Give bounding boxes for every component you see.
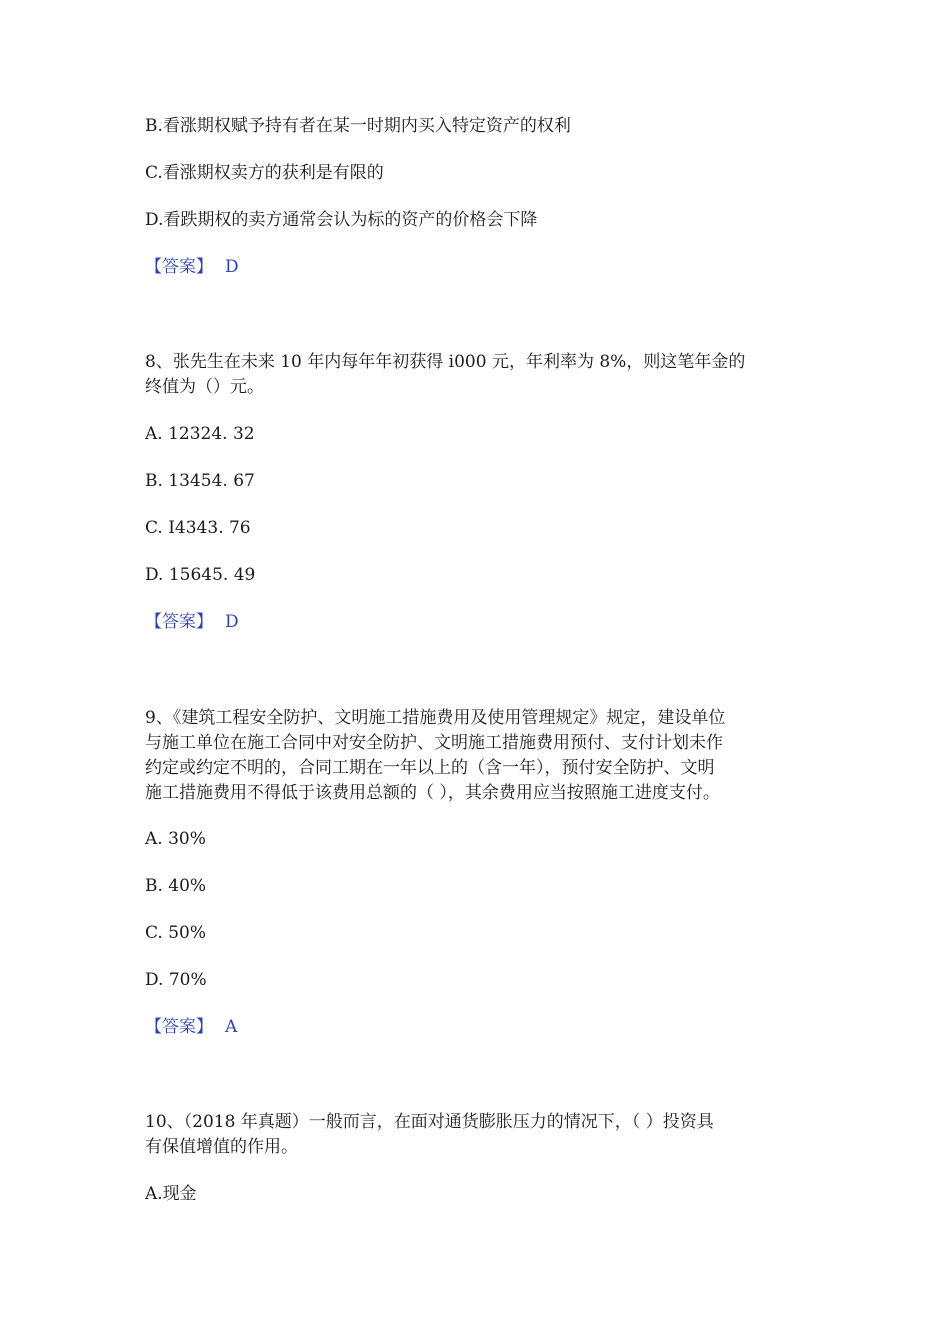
answer-label: 【答案】: [145, 257, 213, 277]
answer-label: 【答案】: [145, 612, 213, 632]
q9-answer: [145, 1015, 237, 1039]
answer-label: 【答案】: [145, 1017, 213, 1037]
q9-stem-line-2: 与施工单位在施工合同中对安全防护、文明施工措施费用预付、支付计划未作: [145, 733, 723, 753]
q9-stem-line-3: 约定或约定不明的，合同工期在一年以上的（含一年），预付安全防护、文明: [145, 758, 715, 778]
q9-option-c: C. 50%: [145, 923, 206, 943]
q9-option-a: A. 30%: [145, 829, 206, 849]
answer-value: D: [225, 257, 239, 277]
answer-value: A: [225, 1017, 238, 1037]
q7-option-b: B.看涨期权赋予持有者在某一时期内买入特定资产的权利: [145, 116, 571, 136]
q8-option-c: C. I4343. 76: [145, 518, 251, 538]
q8-answer: [145, 610, 239, 634]
q8-stem-line-2: 终值为（）元。: [145, 377, 264, 397]
q8-option-a: A. 12324. 32: [145, 424, 255, 444]
answer-value: D: [225, 612, 239, 632]
q8-option-b: B. 13454. 67: [145, 471, 255, 491]
q9-option-d: D. 70%: [145, 970, 207, 990]
q9-stem-line-1: 9、《建筑工程安全防护、文明施工措施费用及使用管理规定》规定，建设单位: [145, 708, 726, 728]
q7-option-c: C.看涨期权卖方的获利是有限的: [145, 163, 384, 183]
q10-stem-line-2: 有保值增值的作用。: [145, 1137, 298, 1157]
q9-option-b: B. 40%: [145, 876, 207, 896]
q9-stem-line-4: 施工措施费用不得低于该费用总额的（ ），其余费用应当按照施工进度支付。: [145, 783, 720, 803]
q8-stem-line-1: 8、张先生在未来 10 年内每年年初获得 i000 元，年利率为 8%，则这笔年金的: [145, 352, 746, 372]
q10-stem-line-1: 10、（2018 年真题）一般而言，在面对通货膨胀压力的情况下，（ ）投资具: [145, 1112, 714, 1132]
q7-answer: [145, 255, 239, 279]
q10-option-a: A.现金: [145, 1184, 197, 1204]
q8-option-d: D. 15645. 49: [145, 565, 256, 585]
q7-option-d: D.看跌期权的卖方通常会认为标的资产的价格会下降: [145, 210, 538, 230]
